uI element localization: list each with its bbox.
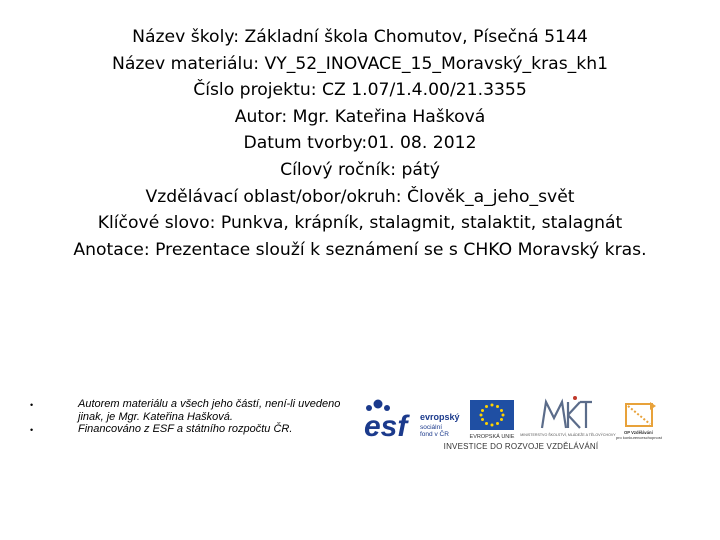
footnote-item xyxy=(30,423,360,437)
keywords-line: Klíčové slovo: Punkva, krápník, stalagmit, stalaktit, stalagnát xyxy=(97,213,623,234)
esf-text-line: sociální xyxy=(420,424,443,431)
op-vk-mark-icon xyxy=(626,404,652,426)
document-info xyxy=(0,24,720,263)
op-vk-logo xyxy=(616,402,663,440)
date-line: Datum tvorby:01. 08. 2012 xyxy=(243,133,477,154)
material-name-line: Název materiálu: VY_52_INOVACE_15_Moravský_kras_kh1 xyxy=(111,53,609,74)
esf-mark: esf xyxy=(364,410,408,443)
msmt-label: MINISTERSTVO ŠKOLSTVÍ, MLÁDEŽE A TĚLOVÝCHOVY xyxy=(520,433,616,437)
msmt-mark-icon xyxy=(542,402,566,428)
esf-text-line: evropský xyxy=(420,412,460,422)
subject-area-line: Vzdělávací oblast/obor/okruh: Člověk_a_jeho_svět xyxy=(145,186,575,207)
eu-label: EVROPSKÁ UNIE xyxy=(469,434,515,440)
eu-flag-logo xyxy=(470,400,515,440)
bullet-icon: • xyxy=(30,400,34,410)
op-vk-text-line: OP Vzdělávání xyxy=(624,430,653,435)
annotation-line: Anotace: Prezentace slouží k seznámení se s CHKO Moravský kras. xyxy=(73,239,647,260)
esf-logo xyxy=(364,400,460,444)
footnote-authorship: Autorem materiálu a všech jeho částí, není-li uvedeno jinak, je Mgr. Kateřina Hašková. xyxy=(78,398,341,423)
author-line: Autor: Mgr. Kateřina Hašková xyxy=(234,106,486,127)
msmt-logo xyxy=(520,396,616,437)
esf-figure-icon xyxy=(374,400,383,409)
esf-text-line: fond v ČR xyxy=(420,431,449,438)
op-vk-text-line: pro konkurenceschopnost xyxy=(616,435,662,440)
footnote-funding: Financováno z ESF a státního rozpočtu ČR. xyxy=(78,423,293,435)
footnote-list xyxy=(30,398,360,437)
footnote-item xyxy=(30,398,360,423)
bullet-icon: • xyxy=(30,425,34,435)
investment-caption: INVESTICE DO ROZVOJE VZDĚLÁVÁNÍ xyxy=(443,442,599,451)
school-name-line: Název školy: Základní škola Chomutov, Písečná 5144 xyxy=(132,27,588,47)
target-grade-line: Cílový ročník: pátý xyxy=(280,159,440,180)
project-number-line: Číslo projektu: CZ 1.07/1.4.00/21.3355 xyxy=(193,80,527,101)
